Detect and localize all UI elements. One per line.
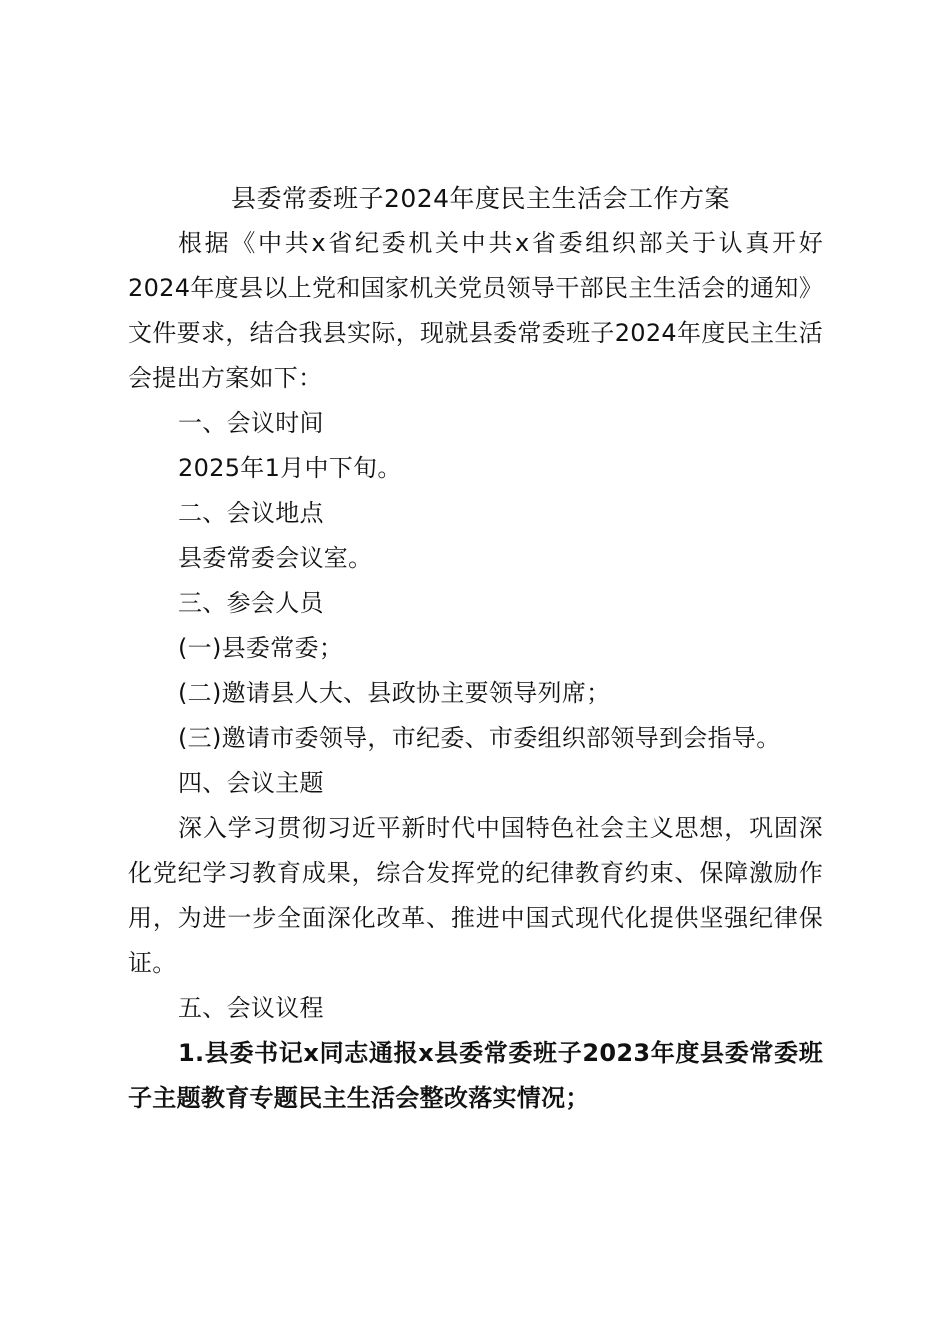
- attendee-item-2: (二)邀请县人大、县政协主要领导列席；: [178, 679, 611, 707]
- section-theme-text: 深入学习贯彻习近平新时代中国特色社会主义思想，巩固深化党纪学习教育成果，综合发挥党的纪律教育约束、保障激励作用，为进一步全面深化改革、推进中国式现代化提供坚强纪律保证。: [128, 814, 823, 977]
- document-body: [128, 176, 823, 1121]
- intro-paragraph: 根据《中共x省纪委机关中共x省委组织部关于认真开好2024年度县以上党和国家机关党员领导干部民主生活会的通知》文件要求，结合我县实际，现就县委常委班子2024年度民主生活会提出方案如下：: [128, 229, 823, 392]
- section-agenda-heading: 五、会议议程: [178, 994, 324, 1022]
- section-time-heading: 一、会议时间: [178, 409, 324, 437]
- agenda-item-1: 1.县委书记x同志通报x县委常委班子2023年度县委常委班子主题教育专题民主生活会整改落实情况；: [128, 1039, 823, 1112]
- attendee-item-3: (三)邀请市委领导，市纪委、市委组织部领导到会指导。: [178, 724, 781, 752]
- attendee-item-1: (一)县委常委；: [178, 634, 344, 662]
- section-place-text: 县委常委会议室。: [178, 544, 373, 572]
- section-place-heading: 二、会议地点: [178, 499, 324, 527]
- section-time-text: 2025年1月中下旬。: [178, 454, 402, 482]
- section-theme-heading: 四、会议主题: [178, 769, 324, 797]
- section-attendees-heading: 三、参会人员: [178, 589, 324, 617]
- document-title: 县委常委班子2024年度民主生活会工作方案: [230, 184, 731, 213]
